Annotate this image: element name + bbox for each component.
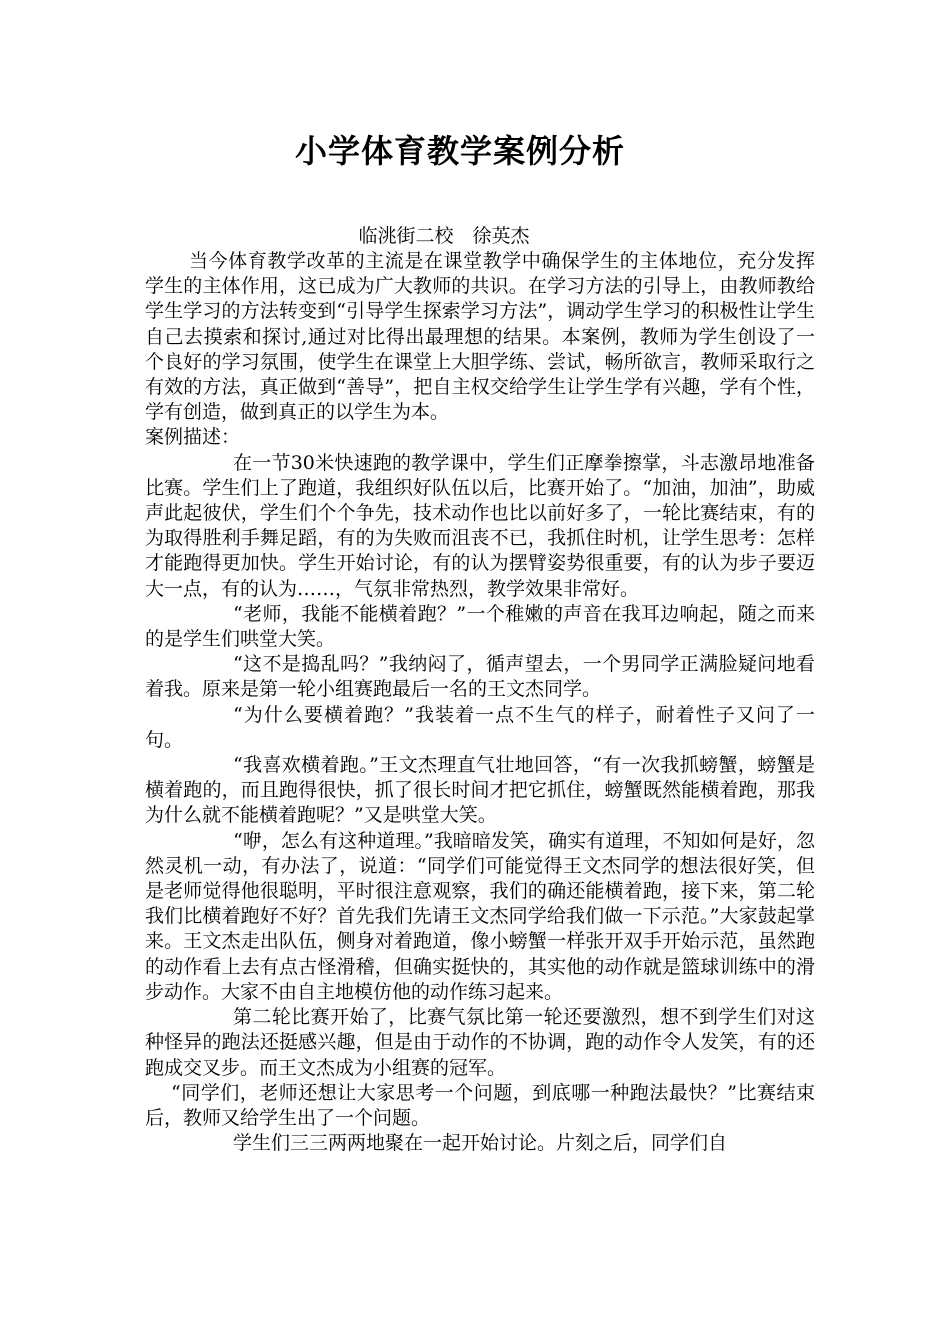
document-title: 小学体育教学案例分析 xyxy=(294,132,625,170)
paragraph: 第二轮比赛开始了，比赛气氛比第一轮还要激烈，想不到学生们对这种怪异的跑法还挺感兴趣，但是由于动作的不协调，跑的动作令人发笑，有的还跑成交叉步。而王文杰成为小组赛的冠军。 xyxy=(145,1006,815,1079)
paragraph: “咿，怎么有这种道理。”我暗暗发笑，确实有道理，不知如何是好，忽然灵机一动，有办法了，说道：“同学们可能觉得王文杰同学的想法很好笑，但是老师觉得他很聪明，平时很注意观察，我们的确还能横着跑，接下来，第二轮我们比横着跑好不好？首先我们先请王文杰同学给我们做一下示范。”大家鼓起掌来。王文杰走出队伍，侧身对着跑道，像小螃蟹一样张开双手开始示范，虽然跑的动作看上去有点古怪滑稽，但确实挺快的，其实他的动作就是篮球训练中的滑步动作。大家不由自主地模仿他的动作练习起来。 xyxy=(145,829,815,1003)
paragraph-intro: 当今体育教学改革的主流是在课堂教学中确保学生的主体地位，充分发挥学生的主体作用，这已成为广大教师的共识。在学习方法的引导上，由教师教给学生学习的方法转变到“引导学生探索学习方法”，调动学生学习的积极性让学生自己去摸索和探讨,通过对比得出最理想的结果。本案例，教师为学生创设了一个良好的学习氛围，使学生在课堂上大胆学练、尝试，畅所欲言，教师采取行之有效的方法，真正做到“善导”，把自主权交给学生让学生学有兴趣，学有个性，学有创造，做到真正的以学生为本。 xyxy=(145,250,815,424)
document-body xyxy=(145,249,815,1156)
paragraph: “这不是捣乱吗？”我纳闷了，循声望去，一个男同学正满脸疑问地看着我。原来是第一轮小组赛跑最后一名的王文杰同学。 xyxy=(145,653,815,701)
paragraph: 学生们三三两两地聚在一起开始讨论。片刻之后，同学们自 xyxy=(233,1132,728,1155)
paragraph: “我喜欢横着跑。”王文杰理直气壮地回答，“有一次我抓螃蟹，螃蟹是横着跑的，而且跑得很快，抓了很长时间才把它抓住，螃蟹既然能横着跑，那我为什么就不能横着跑呢？”又是哄堂大笑。 xyxy=(145,754,815,827)
paragraph: “同学们，老师还想让大家思考一个问题，到底哪一种跑法最快？”比赛结束后，教师又给学生出了一个问题。 xyxy=(145,1081,815,1129)
paragraph: “老师，我能不能横着跑？”一个稚嫩的声音在我耳边响起，随之而来的是学生们哄堂大笑。 xyxy=(145,602,815,651)
author-line: 临洮街二校 徐英杰 xyxy=(358,225,530,247)
paragraph: “为什么要横着跑？”我装着一点不生气的样子，耐着性子又问了一句。 xyxy=(145,703,815,751)
paragraph: 在一节30米快速跑的教学课中，学生们正摩拳擦掌，斗志激昂地准备比赛。学生们上了跑道，我组织好队伍以后，比赛开始了。“加油，加油”，助威声此起彼伏，学生们个个争先，技术动作也比以前好多了，一轮比赛结束，有的为取得胜利手舞足蹈，有的为失败而沮丧不已，我抓住时机，让学生思考：怎样才能跑得更加快。学生开始讨论，有的认为摆臂姿势很重要，有的认为步子要迈大一点，有的认为……，气氛非常热烈，教学效果非常好。 xyxy=(145,451,815,600)
section-heading-case: 案例描述： xyxy=(145,426,241,449)
